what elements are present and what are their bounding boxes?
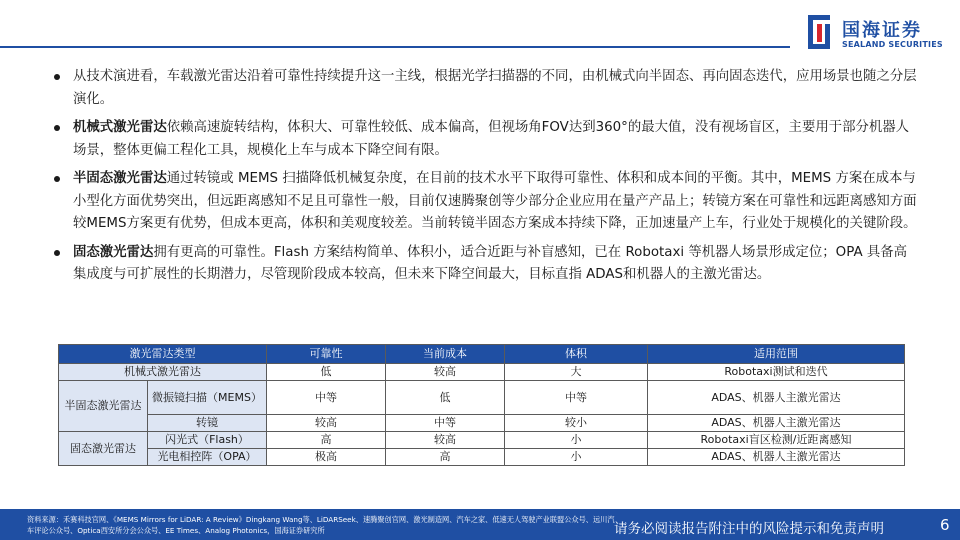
bullet-item	[52, 66, 920, 111]
lidar-type-cell: 微振镜扫描（MEMS）	[148, 381, 267, 415]
lidar-type-cell: 光电相控阵（OPA）	[148, 449, 267, 466]
column-header: 体积	[505, 345, 648, 364]
column-header: 当前成本	[386, 345, 505, 364]
sealand-logo	[806, 12, 946, 56]
sealand-logo-icon	[806, 12, 836, 52]
category-cell: 半固态激光雷达	[59, 381, 148, 432]
volume-cell: 中等	[505, 381, 648, 415]
table-row	[59, 449, 905, 466]
cost-cell: 较高	[386, 432, 505, 449]
bullet-text: 从技术演进看，车载激光雷达沿着可靠性持续提升这一主线，根据光学扫描器的不同，由机械式向半固态、再向固态迭代，应用场景也随之分层演化。	[73, 69, 917, 107]
cost-cell: 中等	[386, 415, 505, 432]
header-rule	[0, 46, 790, 48]
lidar-type-cell: 机械式激光雷达	[59, 364, 267, 381]
bullet-dot-icon	[54, 250, 60, 256]
table-row	[59, 364, 905, 381]
reliability-cell: 中等	[267, 381, 386, 415]
logo-english-name: SEALAND SECURITIES	[842, 40, 943, 49]
lidar-type-cell: 转镜	[148, 415, 267, 432]
bullet-item	[52, 168, 920, 236]
table-row	[59, 432, 905, 449]
source-note: 资料来源：禾赛科技官网、《MEMS Mirrors for LiDAR: A Review》Dingkang Wang等、LiDARSeek、速腾聚创官网、激光制造网、汽车之家、低速无人驾驶产业联盟公众号、远川汽车评论公众号、Optica西安所分会公众号、EE Times、Analog Photonics，国海证券研究所	[27, 515, 615, 535]
reliability-cell: 低	[267, 364, 386, 381]
cost-cell: 较高	[386, 364, 505, 381]
bullet-dot-icon	[54, 176, 60, 182]
bullet-text: 通过转镜或 MEMS 扫描降低机械复杂度，在目前的技术水平下取得可靠性、体积和成本间的平衡。其中，MEMS 方案在成本与小型化方面优势突出，但远距离感知不足且可靠性一般，目前仅速腾聚创等少部分企业应用在量产产品上；转镜方案在可靠性和远距离感知方面较MEMS方案更有优势，但成本更高，体积和美观度较差。当前转镜半固态方案成本持续下降，正加速量产上车，行业处于规模化的关键阶段。	[73, 171, 917, 231]
volume-cell: 大	[505, 364, 648, 381]
table-row	[59, 415, 905, 432]
bullet-text: 拥有更高的可靠性。Flash 方案结构简单、体积小，适合近距与补盲感知，已在 Robotaxi 等机器人场景形成定位；OPA 具备高集成度与可扩展性的长期潜力，尽管现阶段成本较高，但未来下降空间最大，目标直指 ADAS和机器人的主激光雷达。	[73, 244, 908, 282]
bullet-list	[52, 66, 920, 293]
column-header: 可靠性	[267, 345, 386, 364]
logo-chinese-name: 国海证券	[842, 20, 922, 41]
disclaimer-text: 请务必阅读报告附注中的风险提示和免责声明	[614, 521, 884, 537]
volume-cell: 小	[505, 449, 648, 466]
table-header-row	[59, 345, 905, 364]
scope-cell: ADAS、机器人主激光雷达	[648, 415, 905, 432]
scope-cell: ADAS、机器人主激光雷达	[648, 449, 905, 466]
bullet-dot-icon	[54, 74, 60, 80]
cost-cell: 低	[386, 381, 505, 415]
cost-cell: 高	[386, 449, 505, 466]
scope-cell: ADAS、机器人主激光雷达	[648, 381, 905, 415]
lidar-type-cell: 闪光式（Flash）	[148, 432, 267, 449]
table-row	[59, 381, 905, 415]
volume-cell: 小	[505, 432, 648, 449]
column-header: 激光雷达类型	[59, 345, 267, 364]
scope-cell: Robotaxi盲区检测/近距离感知	[648, 432, 905, 449]
bullet-item	[52, 242, 920, 287]
category-cell: 固态激光雷达	[59, 432, 148, 466]
bullet-dot-icon	[54, 125, 60, 131]
bullet-lead: 半固态激光雷达	[73, 171, 167, 186]
reliability-cell: 高	[267, 432, 386, 449]
scope-cell: Robotaxi测试和迭代	[648, 364, 905, 381]
bullet-lead: 固态激光雷达	[73, 244, 154, 260]
volume-cell: 较小	[505, 415, 648, 432]
page-number: 6	[940, 516, 950, 534]
reliability-cell: 极高	[267, 449, 386, 466]
bullet-text: 依赖高速旋转结构，体积大、可靠性较低、成本偏高，但视场角FOV达到360°的最大值，没有视场盲区，主要用于部分机器人场景，整体更偏工程化工具，规模化上车与成本下降空间有限。	[73, 120, 910, 158]
column-header: 适用范围	[648, 345, 905, 364]
bullet-item	[52, 117, 920, 162]
lidar-comparison-table	[58, 344, 905, 466]
bullet-lead: 机械式激光雷达	[73, 120, 167, 135]
reliability-cell: 较高	[267, 415, 386, 432]
